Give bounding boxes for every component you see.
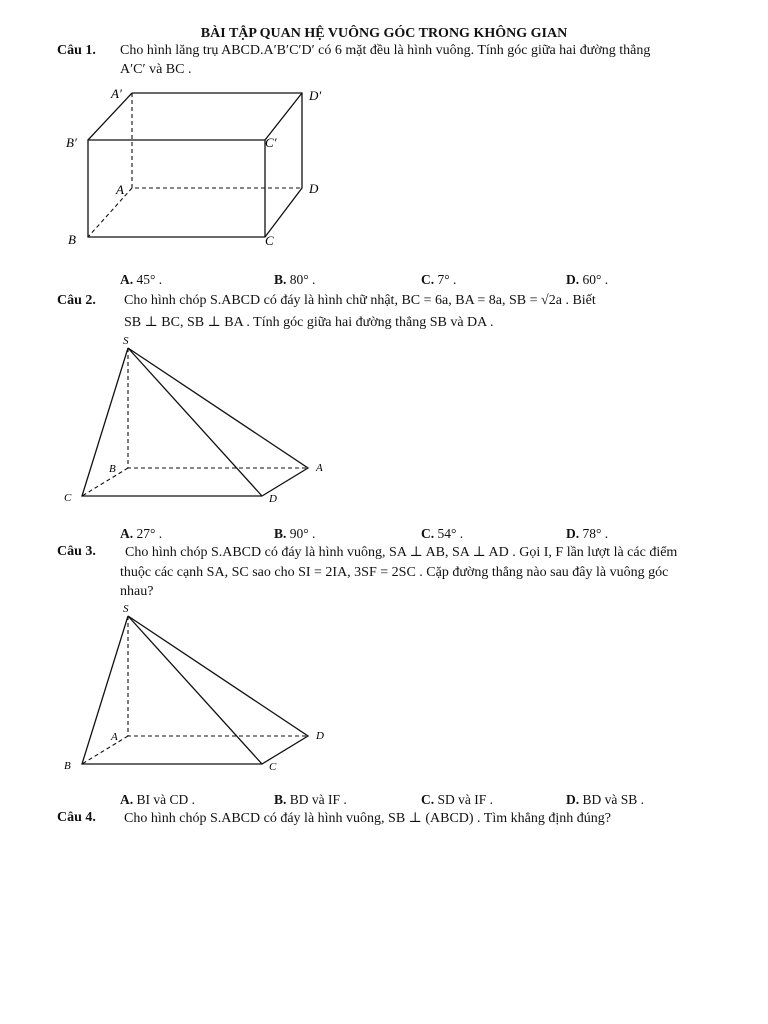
option-text: 45° . xyxy=(136,272,163,287)
label-C1: C′ xyxy=(265,135,277,150)
pyramid-visible-edges xyxy=(82,348,308,496)
question-1-text-line1: Cho hình lăng trụ ABCD.A′B′C′D′ có 6 mặt đều là hình vuông. Tính góc giữa hai đường thẳng xyxy=(120,43,651,58)
label-B: B xyxy=(109,463,116,475)
prism-edge-a1b1 xyxy=(88,93,132,140)
question-2-text-line1: Cho hình chóp S.ABCD có đáy là hình chữ nhật, BC = 6a, BA = 8a, SB = √2a . Biết xyxy=(124,293,596,308)
option-letter: C. xyxy=(421,272,435,287)
option-letter: D. xyxy=(566,526,580,541)
label-D: D xyxy=(316,730,324,742)
question-4-number: Câu 4. xyxy=(57,810,96,825)
question-3-number: Câu 3. xyxy=(57,544,96,559)
question-3-text-line1: Cho hình chóp S.ABCD có đáy là hình vuông, SA ⊥ AB, SA ⊥ AD . Gọi I, F lần lượt là các điểm xyxy=(125,545,678,560)
label-A: A xyxy=(316,462,323,474)
question-1-number: Câu 1. xyxy=(57,43,96,58)
label-D: D xyxy=(309,181,319,196)
question-2-text-line2: SB ⊥ BC, SB ⊥ BA . Tính góc giữa hai đường thẳng SB và DA . xyxy=(124,315,494,330)
label-C: C xyxy=(64,492,72,504)
question-2-number: Câu 2. xyxy=(57,293,96,308)
q3-option-d[interactable] xyxy=(566,792,644,808)
page-title: BÀI TẬP QUAN HỆ VUÔNG GÓC TRONG KHÔNG GIAN xyxy=(200,26,568,41)
option-letter: A. xyxy=(120,792,134,807)
q3-option-b[interactable] xyxy=(274,792,347,808)
label-S: S xyxy=(123,335,129,347)
option-text: 54° . xyxy=(437,526,464,541)
q1-option-a[interactable] xyxy=(120,272,162,288)
option-letter: B. xyxy=(274,272,287,287)
prism-visible-edges xyxy=(88,93,302,237)
option-letter: D. xyxy=(566,792,580,807)
option-text: BI và CD . xyxy=(136,792,195,807)
option-letter: A. xyxy=(120,526,134,541)
label-A: A xyxy=(116,182,124,197)
option-text: 60° . xyxy=(582,272,609,287)
option-text: 80° . xyxy=(289,272,316,287)
q2-option-c[interactable] xyxy=(421,526,463,542)
q2-option-a[interactable] xyxy=(120,526,162,542)
question-1-text-line2: A′C′ và BC . xyxy=(120,62,192,77)
label-D: D xyxy=(269,493,277,505)
option-text: BD và IF . xyxy=(289,792,347,807)
option-text: 27° . xyxy=(136,526,163,541)
q1-option-b[interactable] xyxy=(274,272,315,288)
option-text: BD và SB . xyxy=(582,792,645,807)
option-text: SD và IF . xyxy=(437,792,494,807)
label-D1: D′ xyxy=(309,88,322,103)
q3-option-c[interactable] xyxy=(421,792,493,808)
label-A1: A′ xyxy=(111,86,122,101)
question-3-text-line3: nhau? xyxy=(120,584,154,599)
option-text: 7° . xyxy=(437,272,457,287)
label-A: A xyxy=(111,731,118,743)
q2-option-b[interactable] xyxy=(274,526,315,542)
q2-option-d[interactable] xyxy=(566,526,608,542)
prism-hidden-edges xyxy=(88,93,302,237)
q3-option-a[interactable] xyxy=(120,792,195,808)
option-text: 90° . xyxy=(289,526,316,541)
question-4-text-line1: Cho hình chóp S.ABCD có đáy là hình vuông, SB ⊥ (ABCD) . Tìm khẳng định đúng? xyxy=(124,811,611,826)
pyramid-figure-q2 xyxy=(55,330,345,510)
q1-option-c[interactable] xyxy=(421,272,456,288)
label-C: C xyxy=(265,233,274,248)
label-C: C xyxy=(269,761,277,773)
option-text: 78° . xyxy=(582,526,609,541)
option-letter: D. xyxy=(566,272,580,287)
option-letter: C. xyxy=(421,526,435,541)
pyramid-figure-q3 xyxy=(55,598,345,778)
label-B: B xyxy=(64,760,71,772)
q1-option-d[interactable] xyxy=(566,272,608,288)
question-3-text-line2: thuộc các cạnh SA, SC sao cho SI = 2IA, 3SF = 2SC . Cặp đường thẳng nào sau đây là vuông góc xyxy=(120,565,669,580)
option-letter: A. xyxy=(120,272,134,287)
option-letter: C. xyxy=(421,792,435,807)
option-letter: B. xyxy=(274,792,287,807)
label-S: S xyxy=(123,603,129,615)
label-B1: B′ xyxy=(66,135,77,150)
option-letter: B. xyxy=(274,526,287,541)
label-B: B xyxy=(68,232,76,247)
prism-figure xyxy=(55,82,325,257)
